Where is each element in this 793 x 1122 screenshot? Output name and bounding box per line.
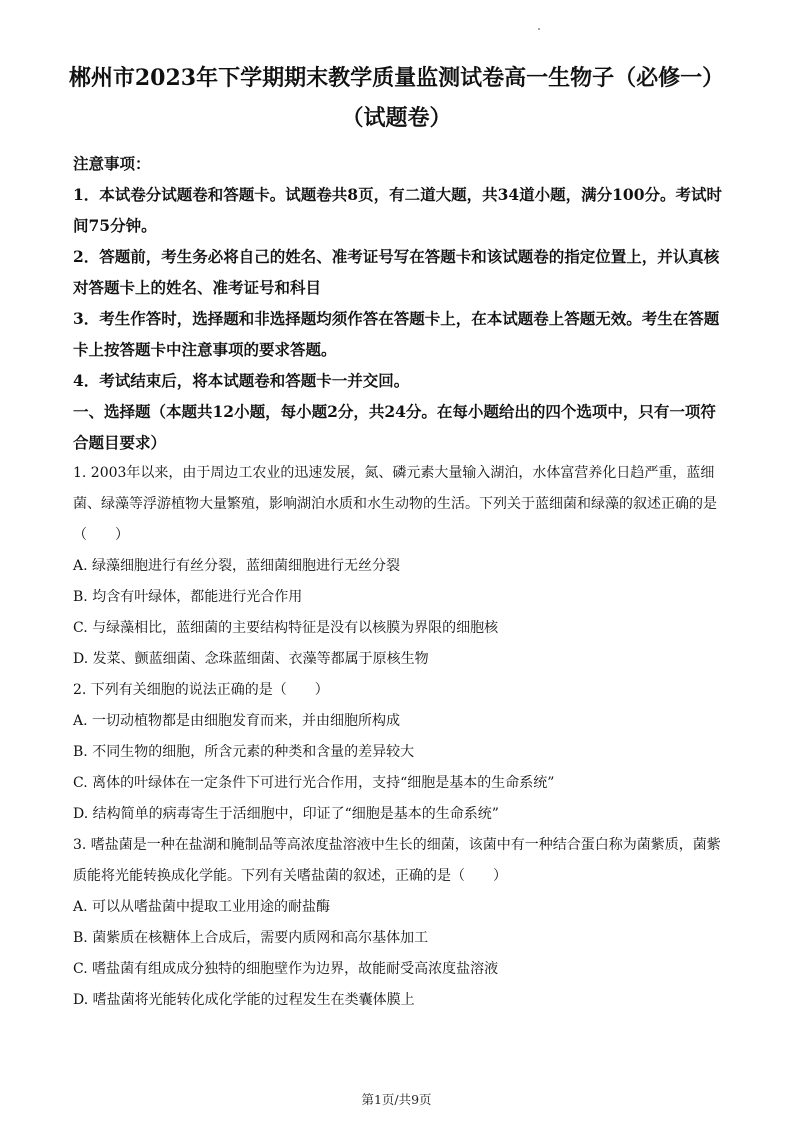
speck-mark [538, 28, 540, 30]
question-3 [73, 830, 723, 1016]
question-stem: 1. 2003年以来，由于周边工农业的迅速发展，氮、磷元素大量输入湖泊，水体富营养化日趋严重，蓝细菌、绿藻等浮游植物大量繁殖，影响湖泊水质和水生动物的生活。下列关于蓝细菌和绿藻的叙述正确的是（ ） [73, 465, 717, 543]
option-d: D. 嗜盐菌将光能转化成化学能的过程发生在类囊体膜上 [73, 992, 415, 1008]
option-a: A. 绿藻细胞进行有丝分裂，蓝细菌细胞进行无丝分裂 [73, 558, 401, 574]
option-d: D. 结构简单的病毒寄生于活细胞中，印证了“细胞是基本的生命系统” [73, 806, 499, 822]
question-1 [73, 458, 723, 675]
notice-item-1: 1．本试卷分试题卷和答题卡。试题卷共8页，有二道大题，共34道小题，满分100分。考试时间75分钟。 [73, 185, 722, 235]
option-b: B. 均含有叶绿体，都能进行光合作用 [73, 589, 303, 605]
option-b: B. 不同生物的细胞，所含元素的种类和含量的差异较大 [73, 744, 415, 760]
option-b: B. 菌紫质在核糖体上合成后，需要内质网和高尔基体加工 [73, 930, 429, 946]
section-heading: 一、选择题（本题共12小题，每小题2分，共24分。在每小题给出的四个选项中，只有一项符合题目要求） [73, 402, 716, 452]
notice-item-2: 2．答题前，考生务必将自己的姓名、准考证号写在答题卡和该试题卷的指定位置上，并认真核对答题卡上的姓名、准考证号和科目 [73, 247, 720, 297]
question-stem: 3. 嗜盐菌是一种在盐湖和腌制品等高浓度盐溶液中生长的细菌，该菌中有一种结合蛋白称为菌紫质，菌紫质能将光能转换成化学能。下列有关嗜盐菌的叙述，正确的是（ ） [73, 837, 721, 884]
page-number: 第1页/共9页 [361, 1092, 432, 1107]
notice-heading: 注意事项： [73, 154, 151, 173]
option-d: D. 发菜、颤蓝细菌、念珠蓝细菌、衣藻等都属于原核生物 [73, 651, 429, 667]
option-c: C. 与绿藻相比，蓝细菌的主要结构特征是没有以核膜为界限的细胞核 [73, 620, 499, 636]
option-c: C. 离体的叶绿体在一定条件下可进行光合作用，支持“细胞是基本的生命系统” [73, 775, 555, 791]
question-stem: 2. 下列有关细胞的说法正确的是（ ） [73, 682, 329, 698]
question-2 [73, 675, 723, 830]
option-c: C. 嗜盐菌有组成成分独特的细胞壁作为边界，故能耐受高浓度盐溶液 [73, 961, 499, 977]
option-a: A. 一切动植物都是由细胞发育而来，并由细胞所构成 [73, 713, 401, 729]
notice-item-4: 4．考试结束后，将本试题卷和答题卡一并交回。 [73, 371, 410, 390]
exam-title: 郴州市2023年下学期期末教学质量监测试卷高一生物子（必修一）（试题卷） [68, 65, 725, 131]
option-a: A. 可以从嗜盐菌中提取工业用途的耐盐酶 [73, 899, 331, 915]
exam-content [73, 148, 723, 1016]
notice-item-3: 3．考生作答时，选择题和非选择题均须作答在答题卡上，在本试题卷上答题无效。考生在答题卡上按答题卡中注意事项的要求答题。 [73, 309, 720, 359]
